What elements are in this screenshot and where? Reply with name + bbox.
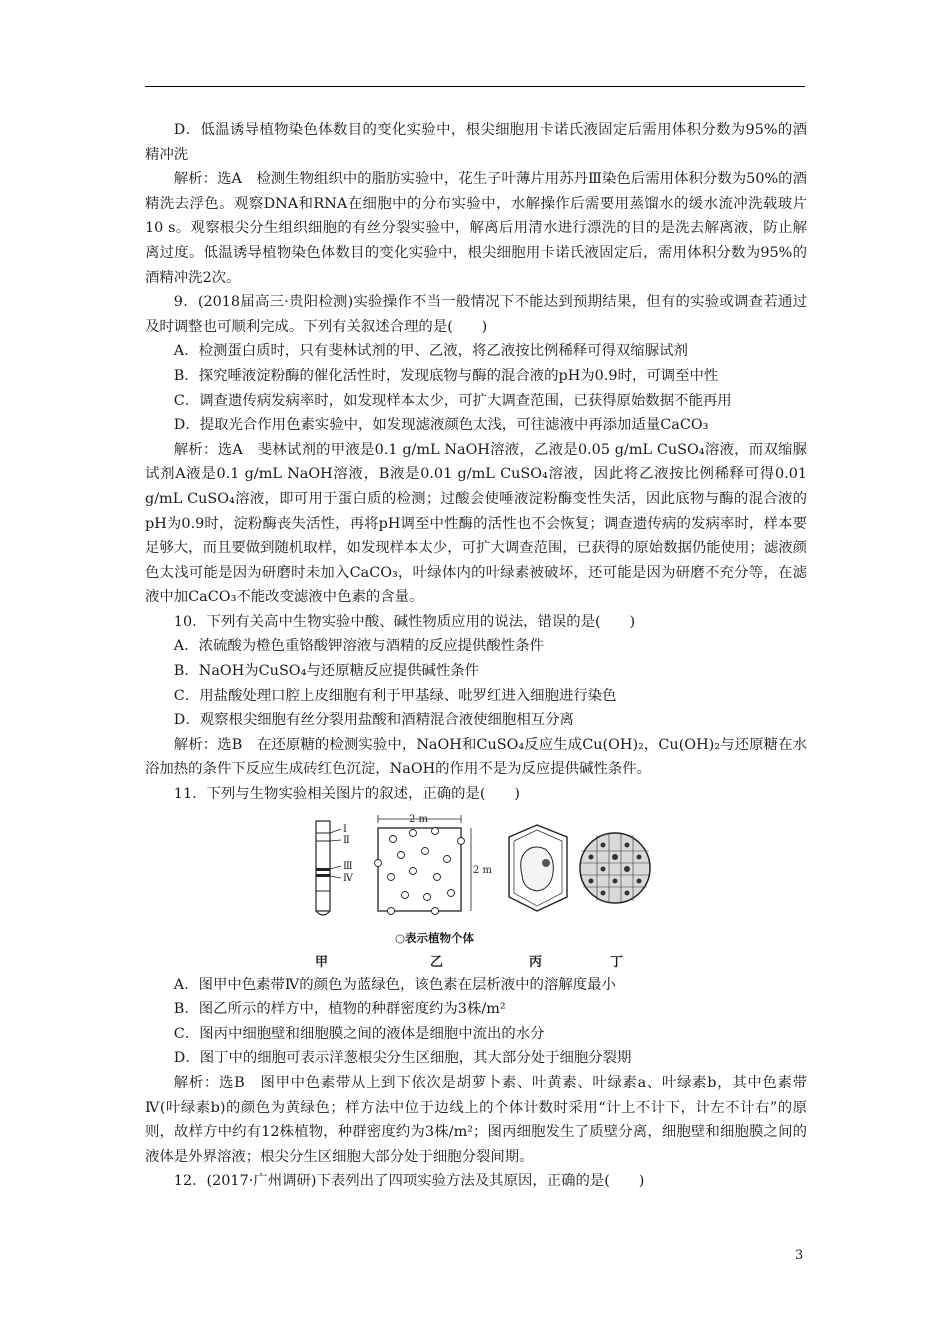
band-label-2: Ⅱ: [343, 834, 350, 846]
option-11c: C．图丙中细胞壁和细胞膜之间的液体是细胞中流出的水分: [173, 1025, 545, 1042]
option-11a: A．图甲中色素带Ⅳ的颜色为蓝绿色，该色素在层析液中的溶解度最小: [173, 976, 616, 993]
answer-8: 解析：选A 检测生物组织中的脂肪实验中，花生子叶薄片用苏丹Ⅲ染色后需用体积分数为50%的酒精洗去浮色。观察DNA和RNA在细胞中的分布实验中，水解操作后需要用蒸馏水的缓水流冲洗载玻片10 s。观察根尖分生组织细胞的有丝分裂实验中，解离后用清水进行漂洗的目的是洗去解离液，防止解离过度。低温诱导植物染色体数目的变化实验中，根尖细胞用卡诺氏液固定后，需用体积分数为95%的酒精冲洗2次。: [145, 171, 807, 286]
header-rule: [145, 86, 805, 87]
microscope-view: [580, 833, 650, 903]
option-9d: D．提取光合作用色素实验中，如发现滤液颜色太浅，可往滤液中再添加适量CaCO₃: [173, 417, 709, 434]
figure-11: [145, 811, 807, 971]
option-10b: B．NaOH为CuSO₄与还原糖反应提供碱性条件: [173, 663, 480, 680]
chromatography-strip: [316, 821, 354, 915]
quadrat-width-label: 2 m: [409, 813, 429, 825]
page-number: 3: [795, 1248, 804, 1263]
answer-11: 解析：选B 图甲中色素带从上到下依次是胡萝卜素、叶黄素、叶绿素a、叶绿素b，其中色素带Ⅳ(叶绿素b)的颜色为黄绿色；样方法中位于边线上的个体计数时采用“计上不计下，计左不计右”的原则，故样方中约有12株植物，种群密度约为3株/m²；图丙细胞发生了质壁分离，细胞壁和细胞膜之间的液体是外界溶液；根尖分生区细胞大部分处于细胞分裂间期。: [145, 1075, 807, 1165]
option-d-prev: D．低温诱导植物染色体数目的变化实验中，根尖细胞用卡诺氏液固定后需用体积分数为95%的酒精冲洗: [145, 122, 807, 163]
band-label-3: Ⅲ: [343, 860, 353, 872]
answer-10: 解析：选B 在还原糖的检测实验中，NaOH和CuSO₄反应生成Cu(OH)₂，Cu(OH)₂与还原糖在水浴加热的条件下反应生成砖红色沉淀，NaOH的作用不是为反应提供碱性条件。: [145, 736, 807, 778]
caption-jia: 甲: [315, 954, 329, 970]
option-9b: B．探究唾液淀粉酶的催化活性时，发现底物与酶的混合液的pH为0.9时，可调至中性: [173, 367, 719, 384]
answer-9: 解析：选A 斐林试剂的甲液是0.1 g/mL NaOH溶液，乙液是0.05 g/mL CuSO₄溶液，而双缩脲试剂A液是0.1 g/mL NaOH溶液，B液是0.01 g/mL CuSO₄溶液，因此将乙液按比例稀释可得0.01 g/mL CuSO₄溶液，即可用于蛋白质的检测；过酸会使唾液淀粉酶变性失活，因此底物与酶的混合液的pH为0.9时，淀粉酶丧失活性，再将pH调至中性酶的活性也不会恢复；调查遗传病的发病率时，样本要足够大，而且要做到随机取样，如发现样本太少，可扩大调查范围，已获得的原始数据仍能使用；滤液颜色太浅可能是因为研磨时未加入CaCO₃，叶绿体内的叶绿素被破坏，还可能是因为研磨不充分等，在滤液中加CaCO₃不能改变滤液中色素的含量。: [145, 441, 807, 606]
option-9a: A．检测蛋白质时，只有斐林试剂的甲、乙液，将乙液按比例稀释可得双缩脲试剂: [173, 343, 688, 360]
plasmolysed-cell: [509, 825, 567, 911]
question-10: 10．下列有关高中生物实验中酸、碱性物质应用的说法，错误的是( ): [173, 613, 636, 630]
option-9c: C．调查遗传病发病率时，如发现样本太少，可扩大调查范围，已获得原始数据不能再用: [173, 392, 732, 409]
caption-bing: 丙: [529, 954, 543, 970]
band-label-1: Ⅰ: [343, 823, 347, 835]
option-10a: A．浓硫酸为橙色重铬酸钾溶液与酒精的反应提供酸性条件: [173, 638, 544, 655]
question-12: 12．(2017·广州调研)下表列出了四项实验方法及其原因，正确的是( ): [173, 1173, 645, 1190]
caption-ding: 丁: [610, 954, 624, 970]
caption-yi: 乙: [430, 954, 444, 970]
question-11: 11．下列与生物实验相关图片的叙述，正确的是( ): [173, 786, 520, 803]
plant-markers: [375, 827, 465, 914]
figure-11-drawing: [305, 811, 665, 951]
quadrat-legend: ○表示植物个体: [395, 930, 475, 945]
option-10d: D．观察根尖细胞有丝分裂用盐酸和酒精混合液使细胞相互分离: [173, 712, 574, 729]
option-11b: B．图乙所示的样方中，植物的种群密度约为3株/m²: [173, 1001, 506, 1018]
band-label-4: Ⅳ: [343, 872, 353, 884]
page-content: [145, 118, 807, 1194]
quadrat-sample: [375, 814, 493, 915]
question-9: 9．(2018届高三·贵阳检测)实验操作不当一般情况下不能达到预期结果，但有的实验或调查若通过及时调整也可顺利完成。下列有关叙述合理的是( ): [145, 294, 807, 335]
option-11d: D．图丁中的细胞可表示洋葱根尖分生区细胞，其大部分处于细胞分裂期: [173, 1050, 632, 1067]
quadrat-height-label: 2 m: [473, 864, 493, 876]
option-10c: C．用盐酸处理口腔上皮细胞有利于甲基绿、吡罗红进入细胞进行染色: [173, 687, 617, 704]
